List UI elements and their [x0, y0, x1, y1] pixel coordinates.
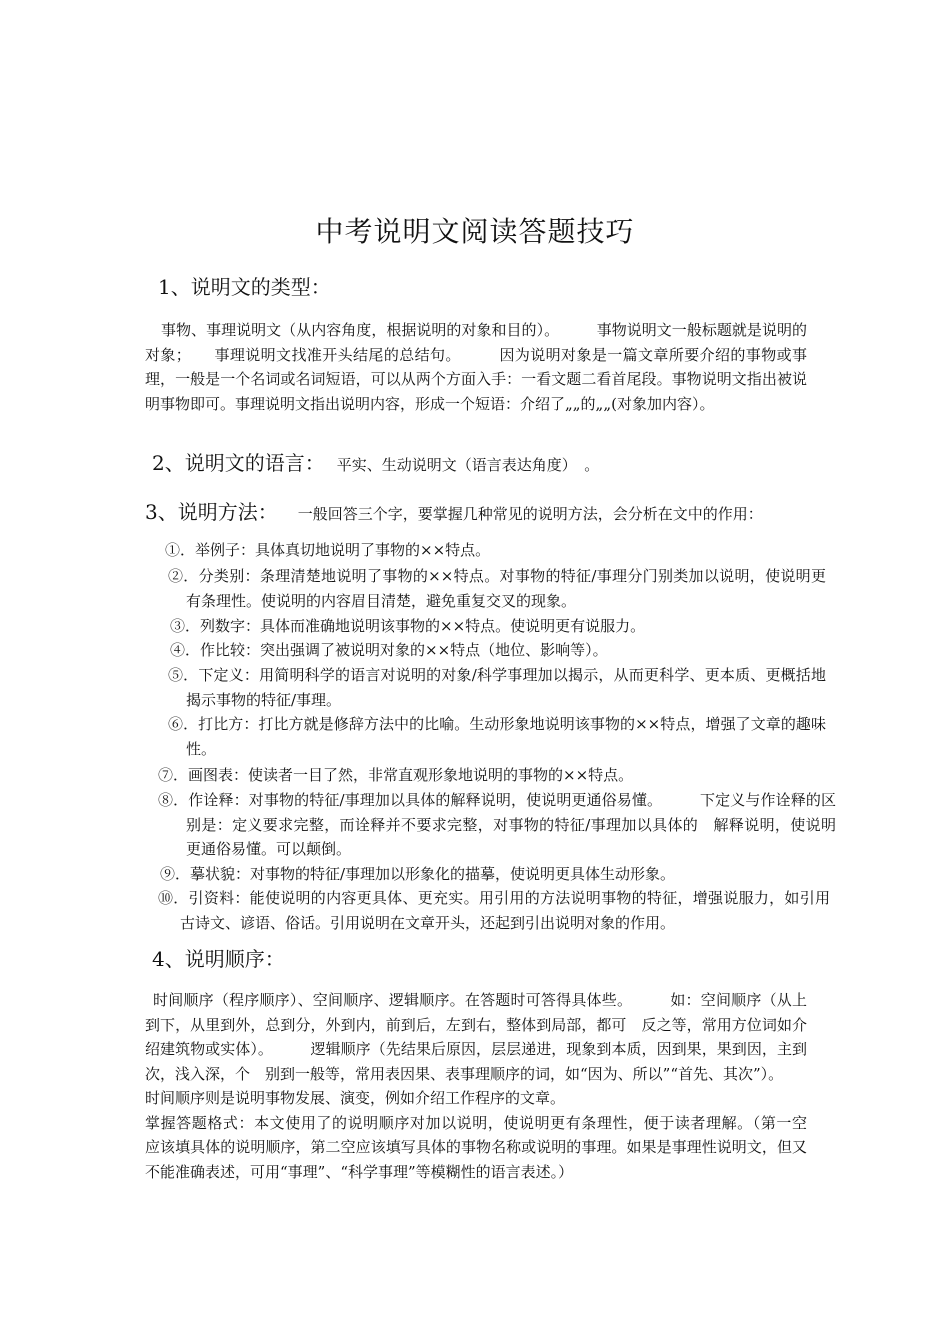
section3-note: 一般回答三个字，要掌握几种常见的说明方法，会分析在文中的作用： — [297, 505, 763, 523]
section4-heading: 4、说明顺序： — [152, 947, 285, 971]
section2-note: 平实、生动说明文（语言表达角度） 。 — [336, 456, 600, 474]
section4-paragraph: 掌握答题格式：本文使用了的说明顺序对加以说明，使说明更有条理性，便于读者理解。（第一空 应该填具体的说明顺序，第二空应该填写具体的事物名称或说明的事理。如果是事理性说明文，但又不能准确表述，可用“事理”、“科学事理”等模糊性的语言表述。） — [145, 1113, 823, 1181]
method-item: ①．举例子：具体真切地说明了事物的××特点。 — [165, 541, 491, 559]
method-item: ②．分类别：条理清楚地说明了事物的××特点。对事物的特征/事理分门别类加以说明，使说明更有条理性。使说明的内容眉目清楚，避免重复交叉的现象。 — [168, 567, 826, 610]
method-item: ⑤．下定义：用简明科学的语言对说明的对象/科学事理加以揭示，从而更科学、更本质、更概括地揭示事物的特征/事理。 — [168, 666, 826, 709]
section4-body — [145, 988, 823, 1184]
method-item: ③．列数字：具体而准确地说明该事物的××特点。使说明更有说服力。 — [170, 617, 646, 635]
section4-paragraph: 时间顺序（程序顺序）、空间顺序、逻辑顺序。在答题时可答得具体些。 如：空间顺序（从上到下，从里到外，总到分，外到内，前到后，左到右，整体到局部，都可 反之等，常用方位词如介绍建筑物或实体）。 逻辑顺序（先结果后原因，层层递进，现象到本质，因到果，果到因，主到次，浅入深，个 别到一般等，常用表因果、表事理顺序的词，如“因为、所以”“首先、其次”）。 — [145, 991, 807, 1083]
section1-paragraph: 事物、事理说明文（从内容角度，根据说明的对象和目的）。 事物说明文一般标题就是说明的对象； 事理说明文找准开头结尾的总结句。 因为说明对象是一篇文章所要介绍的事物或事理，一般是一个名词或名词短语，可以从两个方面入手：一看文题二看首尾段。事物说明文指出被说明事物即可。事理说明文指出说明内容，形成一个短语：介绍了„„的„„(对象加内容）。 — [145, 321, 807, 413]
section1-heading: 1、说明文的类型： — [158, 275, 331, 299]
page-title: 中考说明文阅读答题技巧 — [315, 215, 635, 248]
method-item: ⑦．画图表：使读者一目了然，非常直观形象地说明的事物的××特点。 — [158, 766, 634, 784]
method-item: ⑧．作诠释：对事物的特征/事理加以具体的解释说明，使说明更通俗易懂。 下定义与作诠释的区别是：定义要求完整，而诠释并不要求完整，对事物的特征/事理加以具体的 解释说明，使说明更通俗易懂。可以颠倒。 — [158, 791, 836, 858]
section2-heading: 2、说明文的语言： — [152, 451, 325, 475]
section2-heading-row — [152, 448, 599, 480]
method-item: ⑩．引资料：能使说明的内容更具体、更充实。用引用的方法说明事物的特征，增强说服力，如引用古诗文、谚语、俗话。引用说明在文章开头，还起到引出说明对象的作用。 — [158, 889, 830, 932]
method-item: ⑨．摹状貌：对事物的特征/事理加以形象化的描摹，使说明更具体生动形象。 — [160, 865, 676, 883]
section1-body — [145, 318, 807, 416]
section3-heading-row — [145, 497, 763, 529]
method-item: ⑥．打比方：打比方就是修辞方法中的比喻。生动形象地说明该事物的××特点，增强了文章的趣味性。 — [168, 715, 826, 758]
section4-paragraph: 时间顺序则是说明事物发展、演变，例如介绍工作程序的文章。 — [145, 1089, 566, 1107]
section3-heading: 3、说明方法： — [145, 500, 278, 524]
method-item: ④．作比较：突出强调了被说明对象的××特点（地位、影响等）。 — [170, 641, 608, 659]
